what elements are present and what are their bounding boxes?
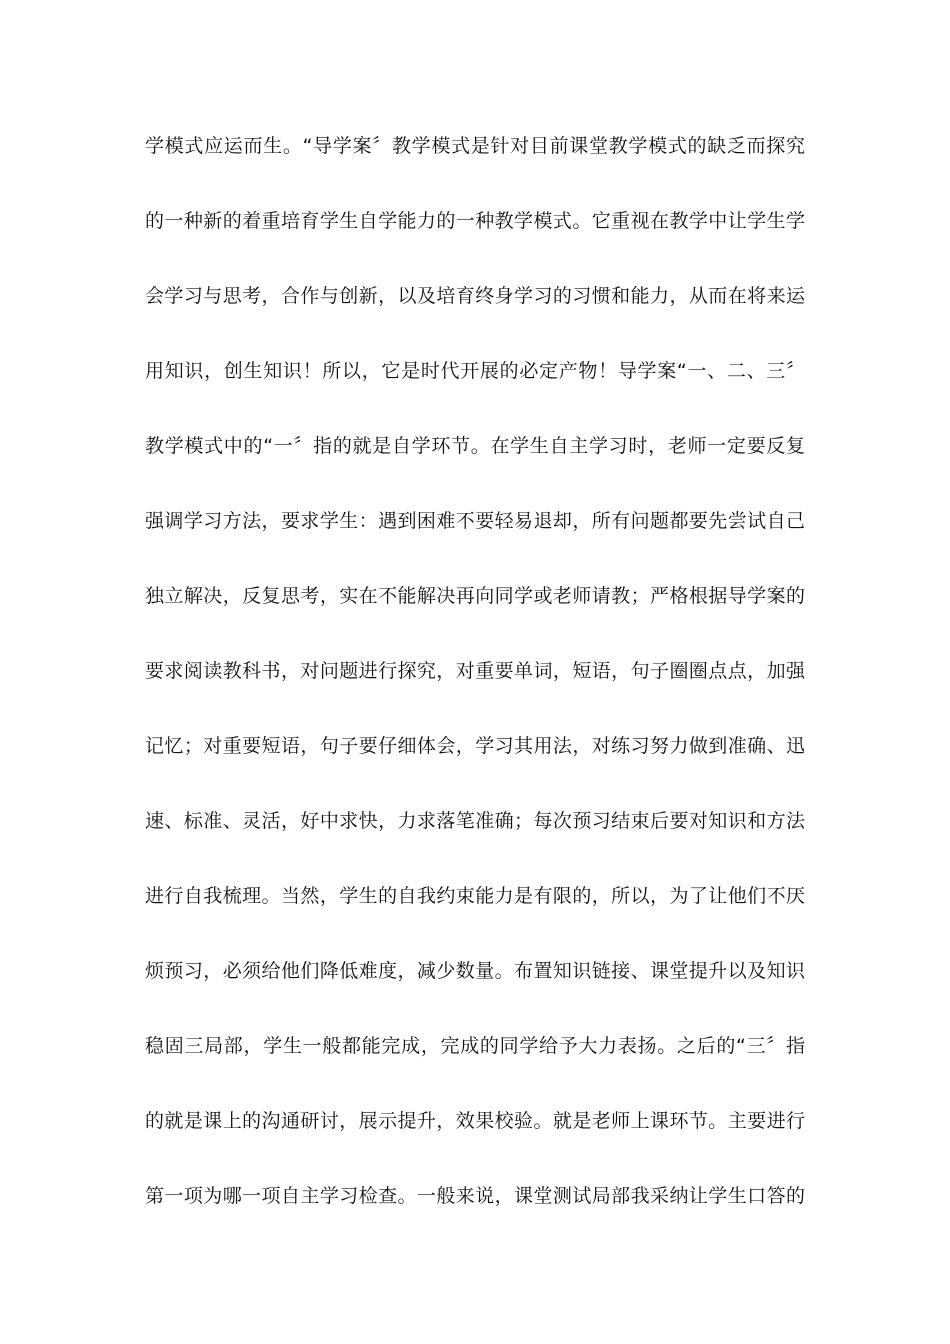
text-line: 独立解决，反复思考，实在不能解决再向同学或老师请教；严格根据导学案的 [145,585,805,607]
text-line: 用知识，创生知识！所以，它是时代开展的必定产物！导学案“一、二、三〞 [145,360,805,382]
text-line: 烦预习，必须给他们降低难度，减少数量。布置知识链接、课堂提升以及知识 [145,960,805,982]
text-line: 的一种新的着重培育学生自学能力的一种教学模式。它重视在教学中让学生学 [145,210,805,232]
text-line: 进行自我梳理。当然，学生的自我约束能力是有限的，所以，为了让他们不厌 [145,885,805,907]
text-line: 教学模式中的“一〞指的就是自学环节。在学生自主学习时，老师一定要反复 [145,435,805,457]
text-line: 要求阅读教科书，对问题进行探究，对重要单词，短语，句子圈圈点点，加强 [145,660,805,682]
text-line: 学模式应运而生。“导学案〞教学模式是针对目前课堂教学模式的缺乏而探究 [145,135,805,157]
text-line: 速、标准、灵活，好中求快，力求落笔准确；每次预习结束后要对知识和方法 [145,810,805,832]
text-line: 稳固三局部，学生一般都能完成，完成的同学给予大力表扬。之后的“三〞指 [145,1035,805,1057]
text-line: 记忆；对重要短语，句子要仔细体会，学习其用法，对练习努力做到准确、迅 [145,735,805,757]
text-line: 第一项为哪一项自主学习检查。一般来说，课堂测试局部我采纳让学生口答的 [145,1185,805,1207]
text-line: 的就是课上的沟通研讨，展示提升，效果校验。就是老师上课环节。主要进行 [145,1110,805,1132]
body-text [145,128,805,1253]
text-line: 强调学习方法，要求学生：遇到困难不要轻易退却，所有问题都要先尝试自己 [145,510,805,532]
text-line: 会学习与思考，合作与创新，以及培育终身学习的习惯和能力，从而在将来运 [145,285,805,307]
